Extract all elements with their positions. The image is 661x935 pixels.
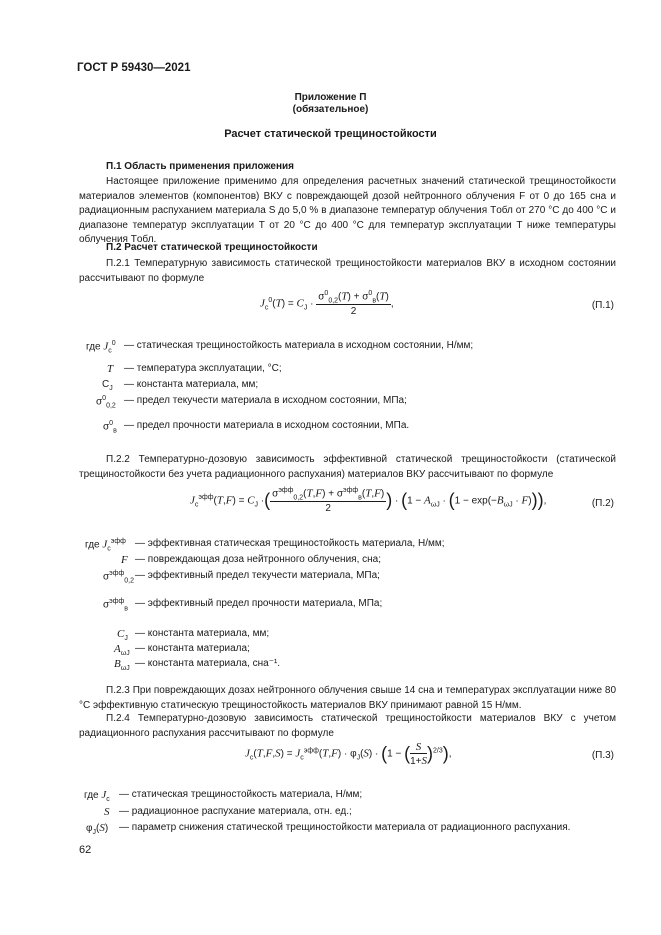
equation-p3-number: (П.3) [591,750,614,761]
legend1-def: — статическая трещиностойкость материала в исходном состоянии, Н/мм; [124,340,474,351]
legend1-def: — предел прочности материала в исходном состоянии, МПа. [124,420,410,431]
legend2-row: где $J_c^{эфф}$ [85,538,126,553]
paragraph-2-2-4: П.2.4 Температурно-дозовую зависимость статической трещиностойкости материалов ВКУ с учетом радиационного распухания рассчитывают по формуле [79,713,616,739]
equation-p3: $J_c(T,F,S) = J_c^{эфф}(T,F) \cdot \varphi_J(S) \cdot (1$ − ( $\frac{S}{1+S}$ )$^{2/3}$), [245,741,452,767]
section1-text: Настоящее приложение применимо для определения расчетных значений статической трещиностойкости материалов элементов (компонентов) ВКУ с повреждающей дозой нейтронного облучения F от 0 до 165 сна и радиационным распуханием материала S до 5,0 % в диапазоне температур облучения Tобл от 270 °C до 400 °C и диапазоне температур эксплуатации T от 20 °C до 400 °C для температур эксплуатации T ниже температуры облучения Tобл. [79,176,616,245]
legend2-row: $\sigma^{эфф}_в$ [103,598,128,613]
legend2-row: $\sigma^{эфф}_{0,2}$ [103,570,134,585]
legend2-def: — эффективный предел текучести материала, МПа; [135,570,380,581]
legend2-def: — повреждающая доза нейтронного облучения, сна; [135,554,381,565]
paragraph-2-2-1: П.2.1 Температурную зависимость статической трещиностойкости материалов ВКУ в исходном состоянии рассчитывают по формуле [79,258,616,284]
legend3-row: S [104,806,110,818]
legend2-row: F [121,554,128,566]
legend1-row: $\sigma^0_{0,2}$ [96,395,116,410]
equation-p1: $J_c^0(T) = C_J$ · $\frac{\sigma^0_{0,2}(T) + \sigma^0_в(T)}{2}$ , [260,290,394,318]
paragraph-2-2-3: П.2.3 При повреждающих дозах нейтронного облучения свыше 14 сна и температурах эксплуатации ниже 80 °C эффективную статическую трещиностойкость материалов ВКУ принимают равной 15 Н/мм. [79,685,616,711]
legend1-row: T [107,363,114,375]
document-code: ГОСТ Р 59430—2021 [77,62,191,74]
legend3-row: $\varphi_J(S)$ [86,822,109,836]
legend3-def: — радиационное распухание материала, отн. ед.; [119,806,352,817]
legend2-def: — константа материала, мм; [135,628,270,639]
legend1-row: где $J_c^0$ [86,340,116,355]
legend1-def: — температура эксплуатации, °C; [124,363,282,374]
legend1-def: — константа материала, мм; [124,379,259,390]
section2-title: П.2 Расчет статической трещиностойкости [106,242,318,253]
legend1-row: $\sigma^0_в$ [103,420,117,435]
legend2-def: — эффективный предел прочности материала, МПа; [135,598,383,609]
legend3-row: где $J_c$ [84,789,110,803]
paragraph-2-2-2: П.2.2 Температурно-дозовую зависимость эффективной статической трещиностойкости (статической трещиностойкости без учета радиационного распухания) материалов ВКУ рассчитывают по формуле [79,454,616,480]
legend3-def: — параметр снижения статической трещиностойкости материала от радиационного распухания. [119,822,571,833]
section1-title: П.1 Область применения приложения [106,161,295,172]
page-number: 62 [79,844,92,856]
legend2-row: $A_{\omega J}$ [114,643,130,657]
appendix-heading: Расчет статической трещиностойкости [224,128,437,140]
equation-p2-number: (П.2) [591,498,614,509]
appendix-subtitle: (обязательное) [292,104,369,115]
legend1-def: — предел текучести материала в исходном состоянии, МПа; [124,395,407,406]
legend2-row: $B_{\omega J}$ [114,658,130,672]
appendix-title: Приложение П [294,92,367,103]
equation-p2: $J_c^{эфф}(T,F) = C_J$ ·( $\frac{\sigma^{эфф}_{0,2}(T,F) + \sigma^{эфф}_в(T,F)}{2}$ ) · $(1 - A_{\omega J} \cdot (1 - \exp(-B_{\omega J} \cdot F)))$, [190,487,547,515]
legend3-def: — статическая трещиностойкость материала, Н/мм; [119,789,363,800]
legend2-def: — эффективная статическая трещиностойкость материала, Н/мм; [135,538,445,549]
legend2-def: — константа материала; [135,643,250,654]
legend2-row: $C_J$ [117,628,128,642]
equation-p1-number: (П.1) [591,300,614,311]
legend2-def: — константа материала, сна⁻¹. [135,658,281,669]
legend1-row: $C_J$ [102,379,113,392]
